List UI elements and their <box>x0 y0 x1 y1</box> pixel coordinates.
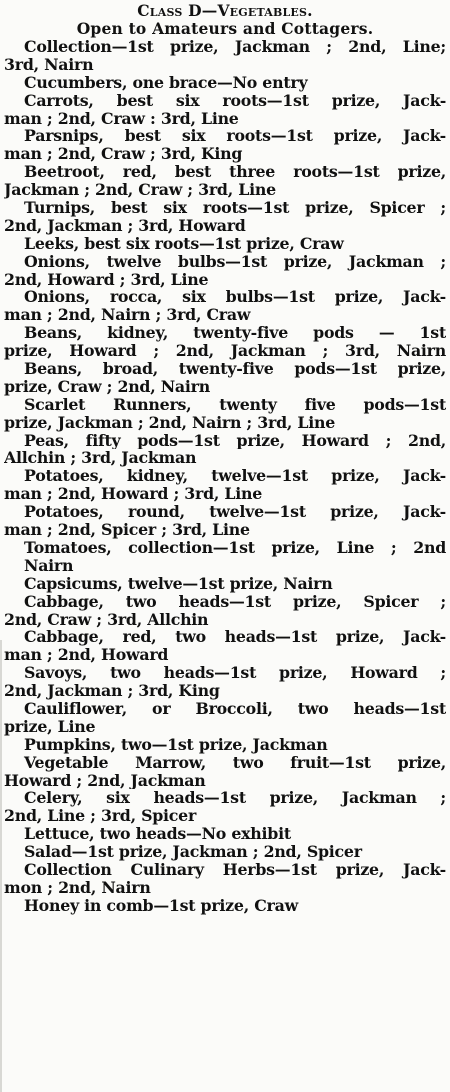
text-line: Potatoes, kidney, twelve—1st prize, Jack- <box>24 467 446 486</box>
text-line: Cabbage, red, two heads—1st prize, Jack- <box>24 628 446 647</box>
text-line: man ; 2nd, Howard <box>4 646 169 665</box>
section-heading <box>0 1 450 20</box>
text-line: Turnips, best six roots—1st prize, Spicer ; <box>24 199 446 217</box>
text-line: Peas, fifty pods—1st prize, Howard ; 2nd, <box>24 431 446 450</box>
text-line: Nairn <box>24 556 74 575</box>
section-heading-text: Class D—Vegetables. <box>137 1 313 20</box>
column-edge-shadow <box>0 640 2 1092</box>
text-line: 2nd, Jackman ; 3rd, Howard <box>4 216 246 235</box>
section-subheading: Open to Amateurs and Cottagers. <box>76 19 374 38</box>
text-line: Capsicums, twelve—1st prize, Nairn <box>24 574 333 593</box>
text-line: Salad—1st prize, Jackman ; 2nd, Spicer <box>24 843 362 861</box>
text-line: 2nd, Line ; 3rd, Spicer <box>4 807 197 826</box>
text-line: Jackman ; 2nd, Craw ; 3rd, Line <box>4 181 276 200</box>
text-line: Lettuce, two heads—No exhibit <box>24 825 291 844</box>
text-line: Parsnips, best six roots—1st prize, Jack- <box>24 127 446 146</box>
text-line: Cabbage, two heads—1st prize, Spicer ; <box>24 592 446 611</box>
text-line: Cauliflower, or Broccoli, two heads—1st <box>24 699 446 718</box>
text-line: Howard ; 2nd, Jackman <box>4 771 206 790</box>
text-line: Collection Culinary Herbs—1st prize, Jack- <box>24 860 446 879</box>
text-line: Leeks, best six roots—1st prize, Craw <box>24 234 344 253</box>
prize-list <box>4 38 446 915</box>
text-line: Onions, rocca, six bulbs—1st prize, Jack- <box>24 288 446 307</box>
text-line: prize, Jackman ; 2nd, Nairn ; 3rd, Line <box>4 413 336 432</box>
text-line: Savoys, two heads—1st prize, Howard ; <box>24 664 446 683</box>
text-line: Carrots, best six roots—1st prize, Jack- <box>24 91 446 110</box>
text-line: prize, Line <box>4 717 96 736</box>
text-line: man ; 2nd, Howard ; 3rd, Line <box>4 485 263 504</box>
text-line: Beans, broad, twenty-five pods—1st prize, <box>24 360 446 378</box>
text-line: Allchin ; 3rd, Jackman <box>4 449 197 468</box>
text-line: Celery, six heads—1st prize, Jackman ; <box>24 789 446 808</box>
text-line: 2nd, Craw ; 3rd, Allchin <box>4 610 209 629</box>
text-line: Tomatoes, collection—1st prize, Line ; 2nd <box>24 538 446 557</box>
text-line: Beans, kidney, twenty-five pods — 1st <box>24 324 446 343</box>
text-line: 3rd, Nairn <box>4 55 94 74</box>
text-line: prize, Craw ; 2nd, Nairn <box>4 377 210 396</box>
text-line: 2nd, Howard ; 3rd, Line <box>4 270 209 289</box>
text-line: man ; 2nd, Craw ; 3rd, King <box>4 145 243 164</box>
text-line: man ; 2nd, Nairn ; 3rd, Craw <box>4 306 251 325</box>
text-line: man ; 2nd, Craw : 3rd, Line <box>4 109 239 128</box>
text-line: Beetroot, red, best three roots—1st prize, <box>24 163 446 182</box>
text-line: man ; 2nd, Spicer ; 3rd, Line <box>4 521 250 539</box>
text-line: 2nd, Jackman ; 3rd, King <box>4 682 220 700</box>
text-line: Scarlet Runners, twenty five pods—1st <box>24 395 446 414</box>
text-line: Onions, twelve bulbs—1st prize, Jackman ; <box>24 252 446 271</box>
text-line: Vegetable Marrow, two fruit—1st prize, <box>24 753 446 772</box>
text-line: Pumpkins, two—1st prize, Jackman <box>24 735 328 754</box>
text-line: mon ; 2nd, Nairn <box>4 878 151 897</box>
text-line: Honey in comb—1st prize, Craw <box>24 896 298 915</box>
text-line: Collection—1st prize, Jackman ; 2nd, Line; <box>24 38 446 56</box>
text-line: Cucumbers, one brace—No entry <box>24 73 308 92</box>
text-line: Potatoes, round, twelve—1st prize, Jack- <box>24 503 446 522</box>
text-line: prize, Howard ; 2nd, Jackman ; 3rd, Nairn <box>4 342 446 361</box>
